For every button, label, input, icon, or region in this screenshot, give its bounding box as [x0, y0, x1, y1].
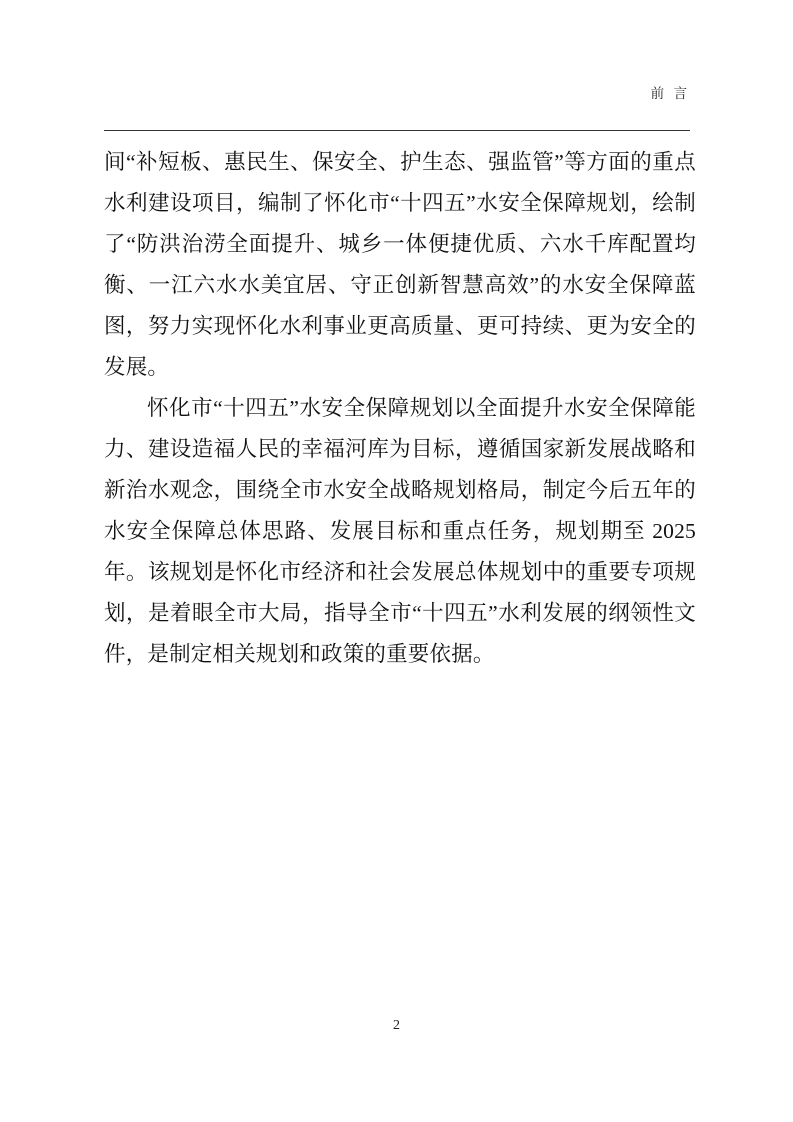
- paragraph-continued: 间“补短板、惠民生、保安全、护生态、强监管”等方面的重点水利建设项目，编制了怀化市“十四五”水安全保障规划，绘制了“防洪治涝全面提升、城乡一体便捷优质、六水千库配置均衡、一江六水水美宜居、守正创新智慧高效”的水安全保障蓝图，努力实现怀化水利事业更高质量、更可持续、更为安全的发展。: [104, 150, 696, 379]
- paragraph-plan-overview: 怀化市“十四五”水安全保障规划以全面提升水安全保障能力、建设造福人民的幸福河库为目标，遵循国家新发展战略和新治水观念，围绕全市水安全战略规划格局，制定今后五年的水安全保障总体思路、发展目标和重点任务，规划期至 2025 年。该规划是怀化市经济和社会发展总体规划中的重要专项规划，是着眼全市大局，指导全市“十四五”水利发展的纲领性文件，是制定相关规划和政策的重要依据。: [104, 396, 696, 666]
- page-number: 2: [393, 1018, 400, 1033]
- page-header-running-title: 前 言: [650, 86, 690, 101]
- header-divider-rule: [104, 130, 690, 131]
- page-body: [104, 142, 696, 675]
